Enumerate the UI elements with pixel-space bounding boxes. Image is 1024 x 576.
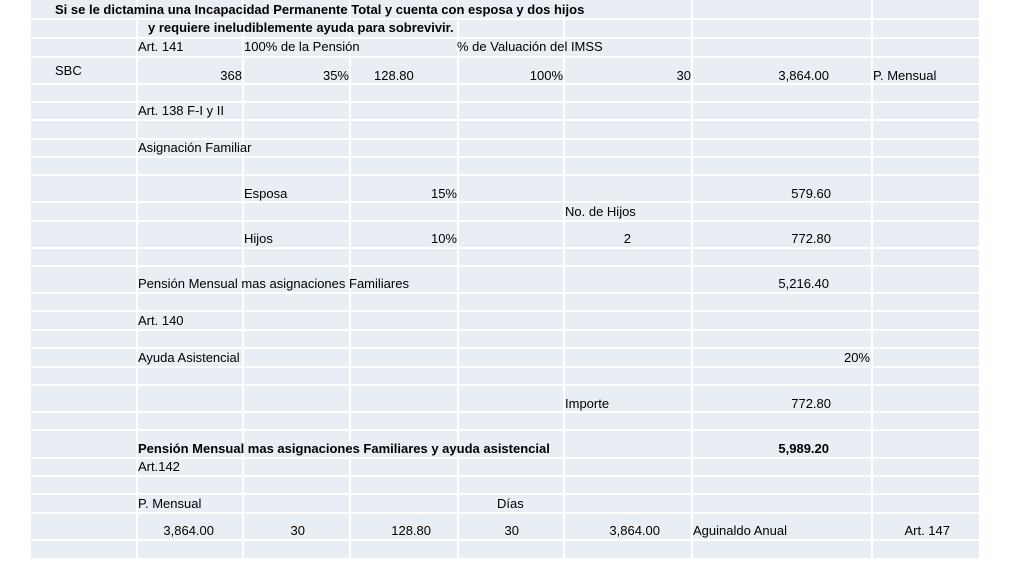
family-allowance-title: Asignación Familiar bbox=[138, 140, 252, 155]
assistance-importe-amount: 772.80 bbox=[791, 396, 831, 411]
article-138-label: Art. 138 F-I y II bbox=[138, 103, 224, 118]
family-subtotal-label: Pensión Mensual mas asignaciones Familiares bbox=[138, 276, 409, 291]
row-divider bbox=[31, 119, 979, 121]
spouse-percent: 15% bbox=[430, 186, 457, 201]
grand-total-label: Pensión Mensual mas asignaciones Familiares y ayuda asistencial bbox=[138, 441, 550, 456]
pension-percent: 100% bbox=[529, 68, 563, 83]
children-amount: 772.80 bbox=[791, 231, 831, 246]
pension-percent-label: 100% de la Pensión bbox=[244, 39, 360, 54]
row-divider bbox=[31, 292, 979, 294]
aguinaldo-daily-amount: 128.80 bbox=[391, 523, 431, 538]
aguinaldo-monthly-amount: 3,864.00 bbox=[163, 523, 214, 538]
children-percent: 10% bbox=[430, 231, 457, 246]
assistance-percent: 20% bbox=[843, 350, 870, 365]
article-147-label: Art. 147 bbox=[904, 523, 950, 538]
article-142-label: Art.142 bbox=[138, 459, 180, 474]
row-divider bbox=[31, 247, 979, 249]
header-title-line-1: Si se le dictamina una Incapacidad Permanente Total y cuenta con esposa y dos hijos bbox=[55, 2, 585, 17]
row-divider bbox=[31, 56, 979, 58]
row-divider bbox=[31, 310, 979, 312]
aguinaldo-days: 30 bbox=[504, 523, 519, 538]
imss-valuation-label: % de Valuación del IMSS bbox=[457, 39, 603, 54]
row-divider bbox=[31, 347, 979, 349]
monthly-pension-amount: 3,864.00 bbox=[778, 68, 829, 83]
aguinaldo-divisor-days: 30 bbox=[290, 523, 305, 538]
row-divider bbox=[31, 539, 979, 541]
children-label: Hijos bbox=[244, 231, 273, 246]
row-divider bbox=[31, 329, 979, 331]
row-divider bbox=[31, 384, 979, 386]
grand-total-amount: 5,989.20 bbox=[778, 441, 829, 456]
row-divider bbox=[31, 512, 979, 514]
valuation-percent: 35% bbox=[322, 68, 349, 83]
monthly-pension-label: P. Mensual bbox=[873, 68, 937, 83]
spouse-amount: 579.60 bbox=[791, 186, 831, 201]
aguinaldo-days-label: Días bbox=[497, 496, 524, 511]
row-divider bbox=[31, 265, 979, 267]
row-divider bbox=[31, 201, 979, 203]
pension-days: 30 bbox=[676, 68, 691, 83]
sbc-label: SBC bbox=[55, 63, 82, 78]
row-divider bbox=[31, 220, 979, 222]
aguinaldo-annual-label: Aguinaldo Anual bbox=[693, 523, 787, 538]
sbc-value: 368 bbox=[220, 68, 242, 83]
header-title-line-2: y requiere ineludiblemente ayuda para sobrevivir. bbox=[148, 20, 454, 35]
assistance-label: Ayuda Asistencial bbox=[138, 350, 240, 365]
row-divider bbox=[31, 83, 979, 85]
row-divider bbox=[31, 493, 979, 495]
row-divider bbox=[31, 174, 979, 176]
article-140-label: Art. 140 bbox=[138, 313, 184, 328]
children-count-label: No. de Hijos bbox=[565, 204, 636, 219]
spouse-label: Esposa bbox=[244, 186, 288, 201]
row-divider bbox=[31, 475, 979, 477]
row-divider bbox=[31, 429, 979, 431]
children-count: 2 bbox=[623, 231, 631, 246]
row-divider bbox=[31, 366, 979, 368]
row-divider bbox=[31, 411, 979, 413]
article-141-label: Art. 141 bbox=[138, 39, 184, 54]
family-subtotal-amount: 5,216.40 bbox=[778, 276, 829, 291]
aguinaldo-monthly-label: P. Mensual bbox=[138, 496, 202, 511]
assistance-importe-label: Importe bbox=[565, 396, 610, 411]
daily-pension-amount: 128.80 bbox=[374, 68, 414, 83]
row-divider bbox=[31, 156, 979, 158]
aguinaldo-annual-amount: 3,864.00 bbox=[609, 523, 660, 538]
